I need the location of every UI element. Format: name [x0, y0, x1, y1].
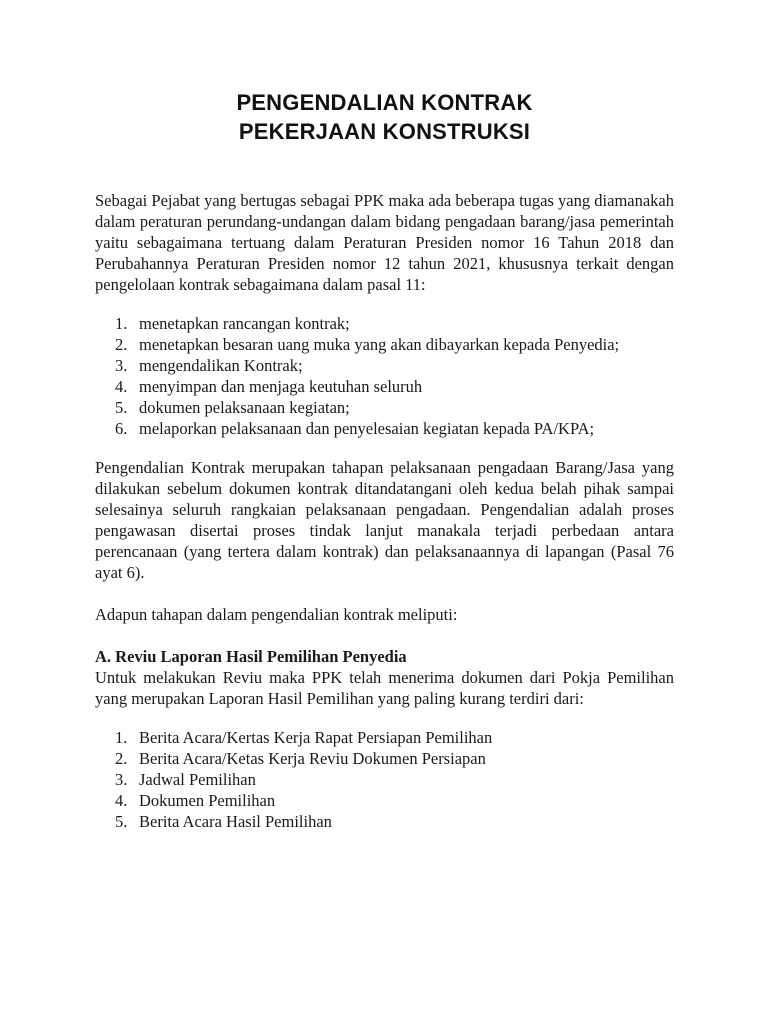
intro-paragraph: Sebagai Pejabat yang bertugas sebagai PPK maka ada beberapa tugas yang diamanakah dalam peraturan perundang-undangan dalam bidang pengadaan barang/jasa pemerintah yaitu sebagaimana tertuang dalam Peraturan Presiden nomor 16 Tahun 2018 dan Perubahannya Peraturan Presiden nomor 12 tahun 2021, khususnya terkait dengan pengelolaan kontrak sebagaimana dalam pasal 11: [95, 191, 674, 294]
list-item-text: melaporkan pelaksanaan dan penyelesaian kegiatan kepada PA/KPA; [139, 419, 595, 438]
list-item [95, 397, 674, 418]
list-item [95, 313, 674, 334]
section-a-paragraph: Untuk melakukan Reviu maka PPK telah menerima dokumen dari Pokja Pemilihan yang merupakan Laporan Hasil Pemilihan yang paling kurang terdiri dari: [95, 668, 674, 708]
list-item-number: 2. [115, 335, 128, 354]
list-item [95, 748, 674, 769]
list-item-number: 3. [115, 356, 128, 375]
list-item-text: Berita Acara/Kertas Kerja Rapat Persiapan Pemilihan [139, 728, 493, 747]
list-item [95, 355, 674, 376]
document-page [95, 88, 674, 832]
list-item-number: 5. [115, 812, 128, 831]
list-item-number: 4. [115, 377, 128, 396]
list-item [95, 418, 674, 439]
list-item [95, 376, 674, 397]
list-item-text: dokumen pelaksanaan kegiatan; [139, 398, 350, 417]
list-item [95, 790, 674, 811]
section-a-heading: A. Reviu Laporan Hasil Pemilihan Penyedia [95, 647, 407, 666]
kontrak-paragraph: Pengendalian Kontrak merupakan tahapan pelaksanaan pengadaan Barang/Jasa yang dilakukan sebelum dokumen kontrak ditandatangani oleh kedua belah pihak sampai selesainya seluruh rangkaian pelaksanaan pengadaan. Pengendalian adalah proses pengawasan disertai proses tindak lanjut manakala terjadi perbedaan antara perencanaan (yang tertera dalam kontrak) dan pelaksanaannya di lapangan (Pasal 76 ayat 6). [95, 458, 674, 582]
list-item-text: menetapkan besaran uang muka yang akan dibayarkan kepada Penyedia; [139, 335, 620, 354]
list-item-number: 1. [115, 314, 128, 333]
list-item-text: Dokumen Pemilihan [139, 791, 276, 810]
list-item-number: 2. [115, 749, 128, 768]
list-item [95, 769, 674, 790]
tasks-list [95, 313, 674, 439]
list-item [95, 727, 674, 748]
list-item-number: 5. [115, 398, 128, 417]
title-line-2: PEKERJAAN KONSTRUKSI [238, 119, 531, 144]
list-item [95, 811, 674, 832]
list-item-number: 6. [115, 419, 128, 438]
list-item-text: mengendalikan Kontrak; [139, 356, 303, 375]
list-item-number: 4. [115, 791, 128, 810]
title-line-1: PENGENDALIAN KONTRAK [236, 90, 533, 115]
list-item-number: 1. [115, 728, 128, 747]
list-item-text: menyimpan dan menjaga keutuhan seluruh [139, 377, 423, 396]
document-title [95, 88, 674, 146]
adapun-paragraph: Adapun tahapan dalam pengendalian kontrak meliputi: [95, 605, 458, 624]
documents-list [95, 727, 674, 832]
list-item [95, 334, 674, 355]
list-item-number: 3. [115, 770, 128, 789]
list-item-text: menetapkan rancangan kontrak; [139, 314, 350, 333]
list-item-text: Berita Acara/Ketas Kerja Reviu Dokumen Persiapan [139, 749, 486, 768]
list-item-text: Berita Acara Hasil Pemilihan [139, 812, 332, 831]
list-item-text: Jadwal Pemilihan [139, 770, 256, 789]
